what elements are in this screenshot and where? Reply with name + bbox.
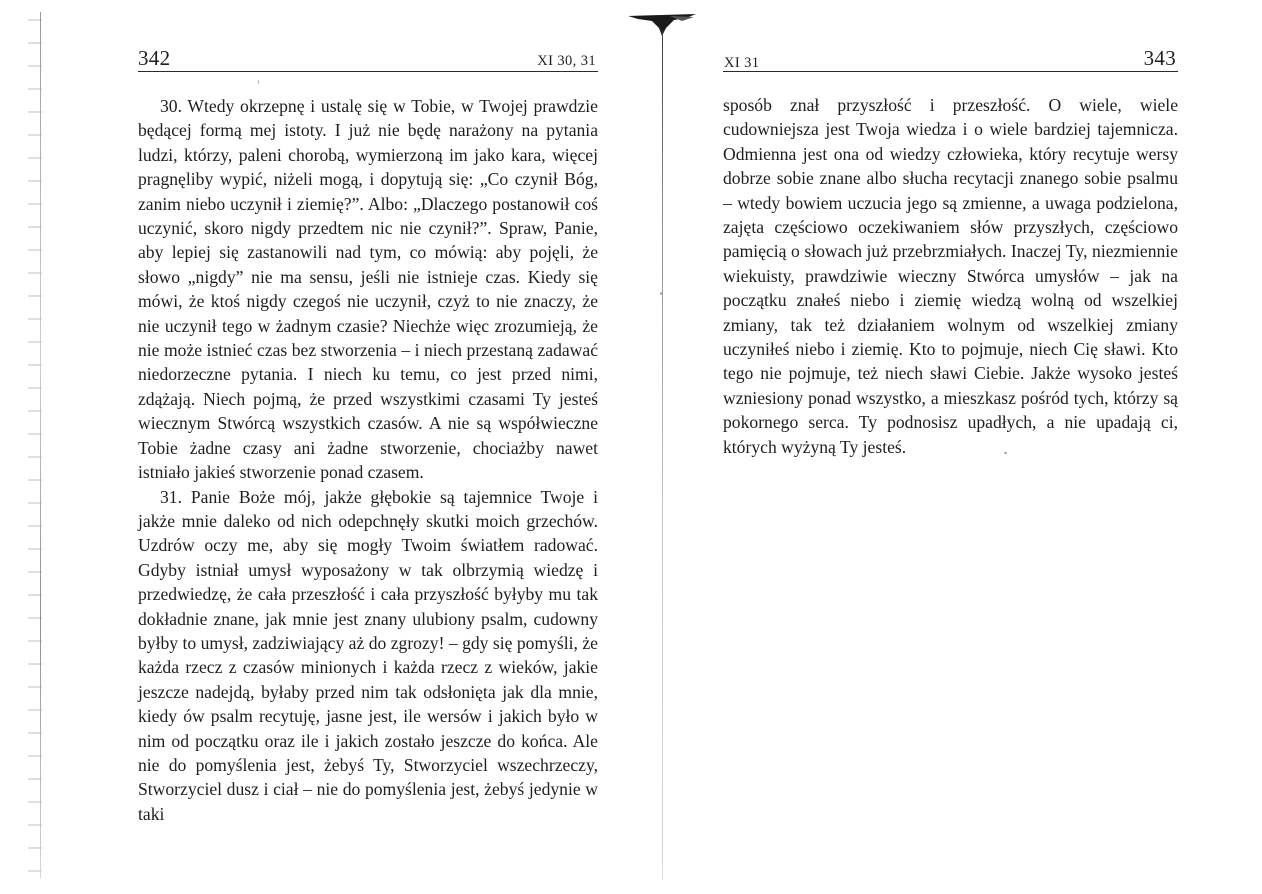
section-reference: XI 31 — [724, 55, 760, 71]
page-number: 343 — [1143, 46, 1176, 70]
paragraph-31 — [138, 485, 598, 827]
page-body — [723, 93, 1178, 459]
header-rule — [138, 71, 598, 72]
scan-speck — [258, 80, 259, 84]
running-head — [723, 46, 1178, 72]
page-number: 342 — [138, 46, 171, 70]
header-rule — [723, 71, 1178, 72]
scan-binding-line — [40, 12, 41, 878]
running-head — [138, 46, 598, 72]
paragraph-text: Wtedy okrzepnę i ustalę się w Tobie, w Twojej prawdzie będącej formą mej istoty. I już nie będę narażony na pytania ludzi, którzy, paleni chorobą, wymierzoną im jako kara, więcej pragnęliby wypić, niżeli mogą, i dopytują się: „Co czynił Bóg, zanim niebo uczynił i ziemię?”. Albo: „Dlaczego postanowił coś uczynić, skoro nigdy przedtem nic nie czynił?”. Spraw, Panie, aby lepiej się zastanowili nad tym, co mówią: aby pojęli, że słowo „nigdy” nie ma sensu, jeśli nie istnieje czas. Kiedy się mówi, że ktoś nigdy czegoś nie uczynił, czyż to nie znaczy, że nie uczynił tego w żadnym czasie? Niechże więc zrozumieją, że nie może istnieć czas bez stworzenia – i niech przestaną zadawać niedorzeczne pytania. I niech ku temu, co jest przed nimi, zdążają. Niech pojmą, że przed wszystkimi czasami Ty jesteś wiecznym Stwórcą wszystkich czasów. A nie są współwieczne Tobie żadne czasy ani żadne stworzenie, chociażby nawet istniało jakieś stworzenie ponad czasem. — [138, 96, 598, 483]
paragraph-text: Panie Boże mój, jakże głębokie są tajemnice Twoje i jakże mnie daleko od nich odepchnęły skutki moich grzechów. Uzdrów oczy me, aby się mogły Twoim światłem radować. Gdyby istniał umysł wyposażony w tak olbrzymią wiedzę i przedwiedzę, że cała przeszłość i cała przyszłość byłyby mu tak dokładnie znane, jak mnie jest znany ulubiony psalm, cudowny byłby to umysł, zadziwiający aż do zgrozy! – gdy się pomyśli, że każda rzecz z czasów minionych i każda rzecz z wieków, jakie jeszcze nadejdą, byłaby przed nim tak odsłonięta jak dla mnie, kiedy ów psalm recytuję, jasne jest, ile wersów i jakich było w nim od początku oraz ile i jakich zostało jeszcze do końca. Ale nie do pomyślenia jest, żebyś Ty, Stworzyciel wszechrzeczy, Stworzyciel dusz i ciał – nie do pomyślenia jest, żebyś jedynie w taki — [138, 486, 598, 824]
paragraph-30 — [138, 94, 598, 485]
paragraph-31-continued: sposób znał przyszłość i przeszłość. O wiele, wiele cudowniejsza jest Twoja wiedza i o wiele bardziej tajemnicza. Odmienna jest ona od wiedzy człowieka, który recytuje wersy dobrze sobie znane albo słucha recytacji znanego sobie psalmu – wtedy bowiem uczucia jego są zmienne, a uwaga podzielona, zajęta częściowo oczekiwaniem słów przyszłych, częściowo pamięcią o słowach już przebrzmiałych. Inaczej Ty, niezmiennie wiekuisty, prawdziwie wieczny Stwórca umysłów – jak na początku znałeś niebo i ziemię wiedzą wolną od wszelkiej zmiany, tak też działaniem wolnym od wszelkiej zmiany uczyniłeś niebo i ziemię. Kto to pojmuje, niech Cię sławi. Kto tego nie pojmuje, też niech sławi Ciebie. Jakże wysoko jesteś wzniesiony ponad wszystko, a mieszkasz pośród tych, którzy są pokornego serca. Ty podnosisz upadłych, a nie upadają ci, których wyżyną Ty jesteś. — [723, 95, 1178, 457]
page-body — [138, 94, 598, 826]
gutter-line — [662, 30, 663, 880]
section-reference: XI 30, 31 — [537, 53, 596, 69]
paragraph-number: 30. — [160, 96, 182, 116]
scan-speck — [660, 292, 662, 295]
paragraph-number: 31. — [160, 486, 182, 507]
